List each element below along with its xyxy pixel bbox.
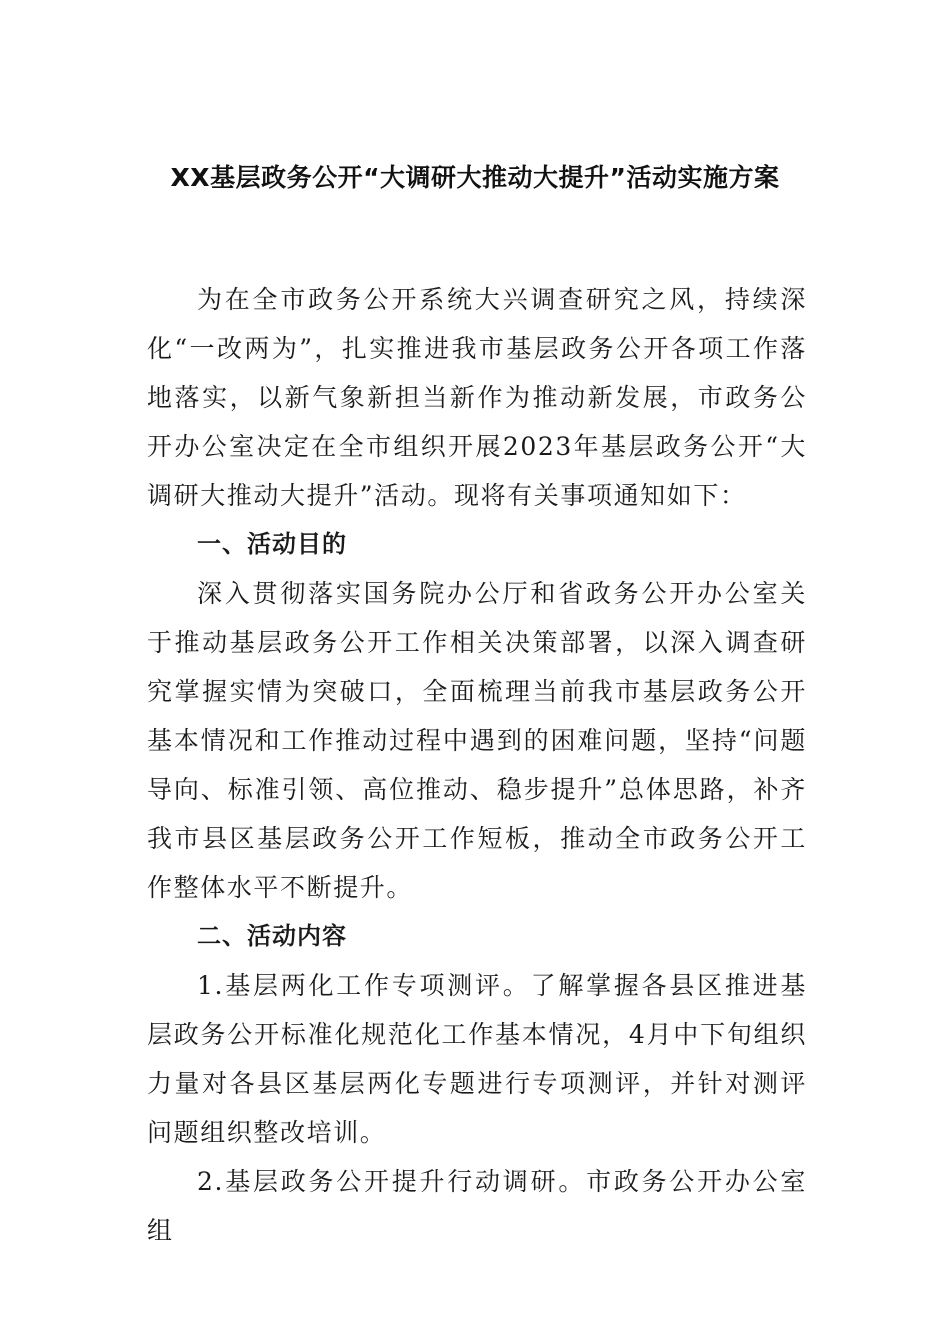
section-heading-content: 二、活动内容 [197, 922, 347, 950]
section-heading-purpose: 一、活动目的 [197, 530, 347, 558]
purpose-paragraph: 深入贯彻落实国务院办公厅和省政务公开办公室关于推动基层政务公开工作相关决策部署，以深入调查研究掌握实情为突破口，全面梳理当前我市基层政务公开基本情况和工作推动过程中遇到的困难问题，坚持“问题导向、标准引领、高位推动、稳步提升”总体思路，补齐我市县区基层政务公开工作短板，推动全市政务公开工作整体水平不断提升。 [147, 579, 807, 902]
intro-paragraph: 为在全市政务公开系统大兴调查研究之风，持续深化“一改两为”，扎实推进我市基层政务公开各项工作落地落实，以新气象新担当新作为推动新发展，市政务公开办公室决定在全市组织开展2023年基层政务公开“大调研大推动大提升”活动。现将有关事项通知如下： [147, 285, 807, 510]
document-body [147, 275, 807, 1255]
content-item-2: 2.基层政务公开提升行动调研。市政务公开办公室组 [147, 1167, 807, 1245]
content-item-1: 1.基层两化工作专项测评。了解掌握各县区推进基层政务公开标准化规范化工作基本情况，4月中下旬组织力量对各县区基层两化专题进行专项测评，并针对测评问题组织整改培训。 [147, 971, 807, 1147]
document-title: XX基层政务公开“大调研大推动大提升”活动实施方案 [170, 163, 780, 192]
